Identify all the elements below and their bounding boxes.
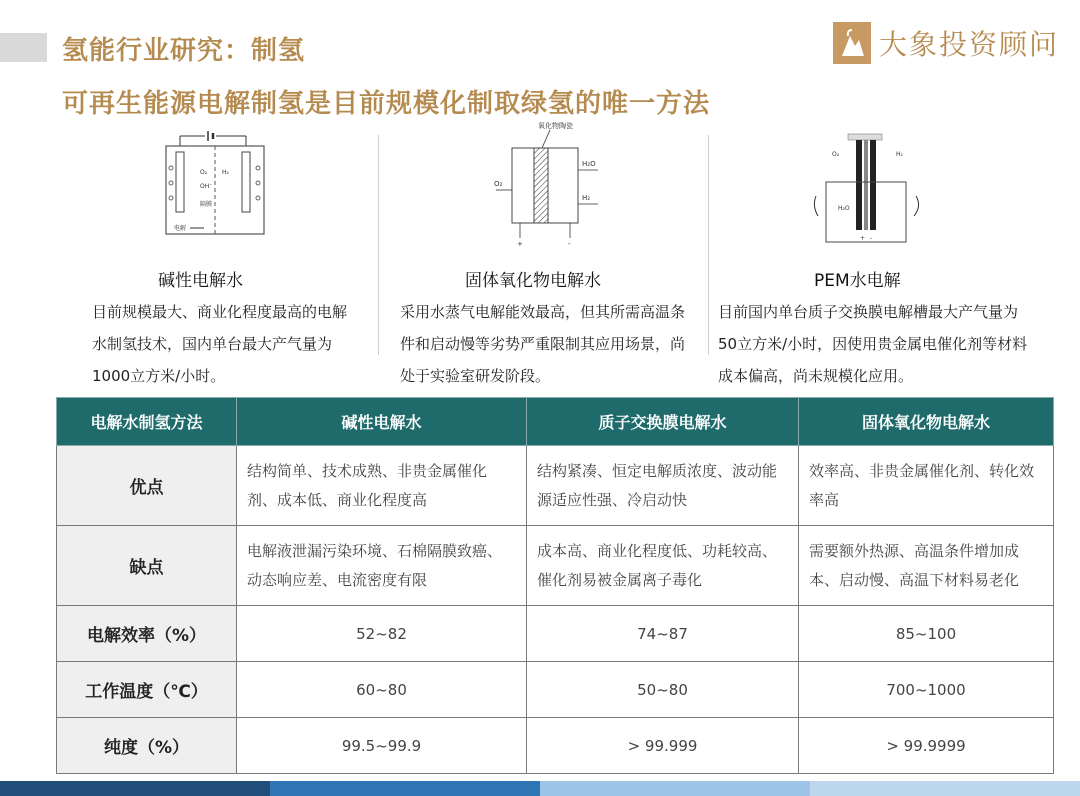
table-header-cell: 质子交换膜电解水: [527, 398, 799, 446]
diagram-label: -: [568, 240, 571, 248]
page-headline: 可再生能源电解制氢是目前规模化制取绿氢的唯一方法: [62, 89, 711, 119]
table-cell: > 99.9999: [799, 718, 1054, 774]
table-cell: 50~80: [527, 662, 799, 718]
diagram-label: H₂: [222, 169, 229, 176]
footer-color-strip: [270, 781, 540, 796]
diagram-label: H₂O: [838, 205, 850, 212]
column-divider: [378, 135, 379, 355]
diagram-label: OH⁻: [200, 183, 213, 190]
company-name: 大象投资顾问: [879, 28, 1060, 61]
row-label: 纯度（%）: [57, 718, 237, 774]
table-header-cell: 碱性电解水: [237, 398, 527, 446]
diagram-label: +: [860, 235, 866, 242]
table-cell: 60~80: [237, 662, 527, 718]
diagram-label: H₂O: [582, 160, 596, 168]
diagram-label: O₂: [494, 180, 503, 188]
diagram-label: H₂: [582, 194, 591, 202]
table-header-row: [57, 398, 1054, 446]
diagram-label: 氧化物陶瓷: [538, 122, 573, 130]
row-label: 工作温度（℃）: [57, 662, 237, 718]
table-cell: 结构紧凑、恒定电解质浓度、波动能源适应性强、冷启动快: [527, 446, 799, 526]
table-cell: 电解液泄漏污染环境、石棉隔膜致癌、动态响应差、电流密度有限: [237, 526, 527, 606]
alkaline-electrolysis-diagram: [160, 128, 270, 247]
elephant-logo-icon: [833, 22, 871, 64]
table-cell: > 99.999: [527, 718, 799, 774]
table-cell: 需要额外热源、高温条件增加成本、启动慢、高温下材料易老化: [799, 526, 1054, 606]
diagram-label: 隔膜: [200, 201, 213, 208]
table-header-cell: 电解水制氢方法: [57, 398, 237, 446]
table-row: [57, 446, 1054, 526]
table-cell: 74~87: [527, 606, 799, 662]
table-header-cell: 固体氧化物电解水: [799, 398, 1054, 446]
table-cell: 85~100: [799, 606, 1054, 662]
table-row: [57, 526, 1054, 606]
method-desc-alkaline: 目前规模最大、商业化程度最高的电解水制氢技术，国内单台最大产气量为1000立方米/小时。: [92, 303, 348, 385]
comparison-table: [56, 397, 1054, 774]
diagram-label: H₂: [896, 151, 903, 158]
company-logo: [833, 22, 1059, 64]
table-cell: 52~82: [237, 606, 527, 662]
table-row: [57, 718, 1054, 774]
column-divider: [708, 135, 709, 355]
table-cell: 效率高、非贵金属催化剂、转化效率高: [799, 446, 1054, 526]
row-label: 缺点: [57, 526, 237, 606]
diagram-label: O₂: [200, 169, 208, 176]
pem-electrolysis-diagram: [810, 126, 930, 250]
table-cell: 成本高、商业化程度低、功耗较高、催化剂易被金属离子毒化: [527, 526, 799, 606]
table-row: [57, 662, 1054, 718]
solid-oxide-electrolysis-diagram: [490, 118, 600, 252]
row-label: 电解效率（%）: [57, 606, 237, 662]
diagram-label: O₂: [832, 151, 840, 158]
section-title: 氢能行业研究：制氢: [62, 36, 306, 66]
footer-color-strip: [540, 781, 810, 796]
footer-color-strip: [810, 781, 1080, 796]
method-desc-pem: 目前国内单台质子交换膜电解槽最大产气量为50立方米/小时，因使用贵金属电催化剂等材料成本偏高，尚未规模化应用。: [718, 303, 1028, 385]
table-cell: 700~1000: [799, 662, 1054, 718]
diagram-label: 电解: [174, 225, 187, 232]
method-title-alkaline: 碱性电解水: [158, 271, 243, 291]
method-desc-solid-oxide: 采用水蒸气电解能效最高，但其所需高温条件和启动慢等劣势严重限制其应用场景，尚处于实验室研发阶段。: [400, 303, 686, 385]
diagram-label: -: [870, 235, 873, 242]
footer-color-strip: [0, 781, 270, 796]
row-label: 优点: [57, 446, 237, 526]
table-cell: 结构简单、技术成熟、非贵金属催化剂、成本低、商业化程度高: [237, 446, 527, 526]
method-title-pem: PEM水电解: [814, 271, 901, 291]
table-row: [57, 606, 1054, 662]
table-cell: 99.5~99.9: [237, 718, 527, 774]
diagram-label: +: [517, 240, 523, 248]
title-accent-bar: [0, 33, 47, 62]
method-title-solid-oxide: 固体氧化物电解水: [465, 271, 601, 291]
